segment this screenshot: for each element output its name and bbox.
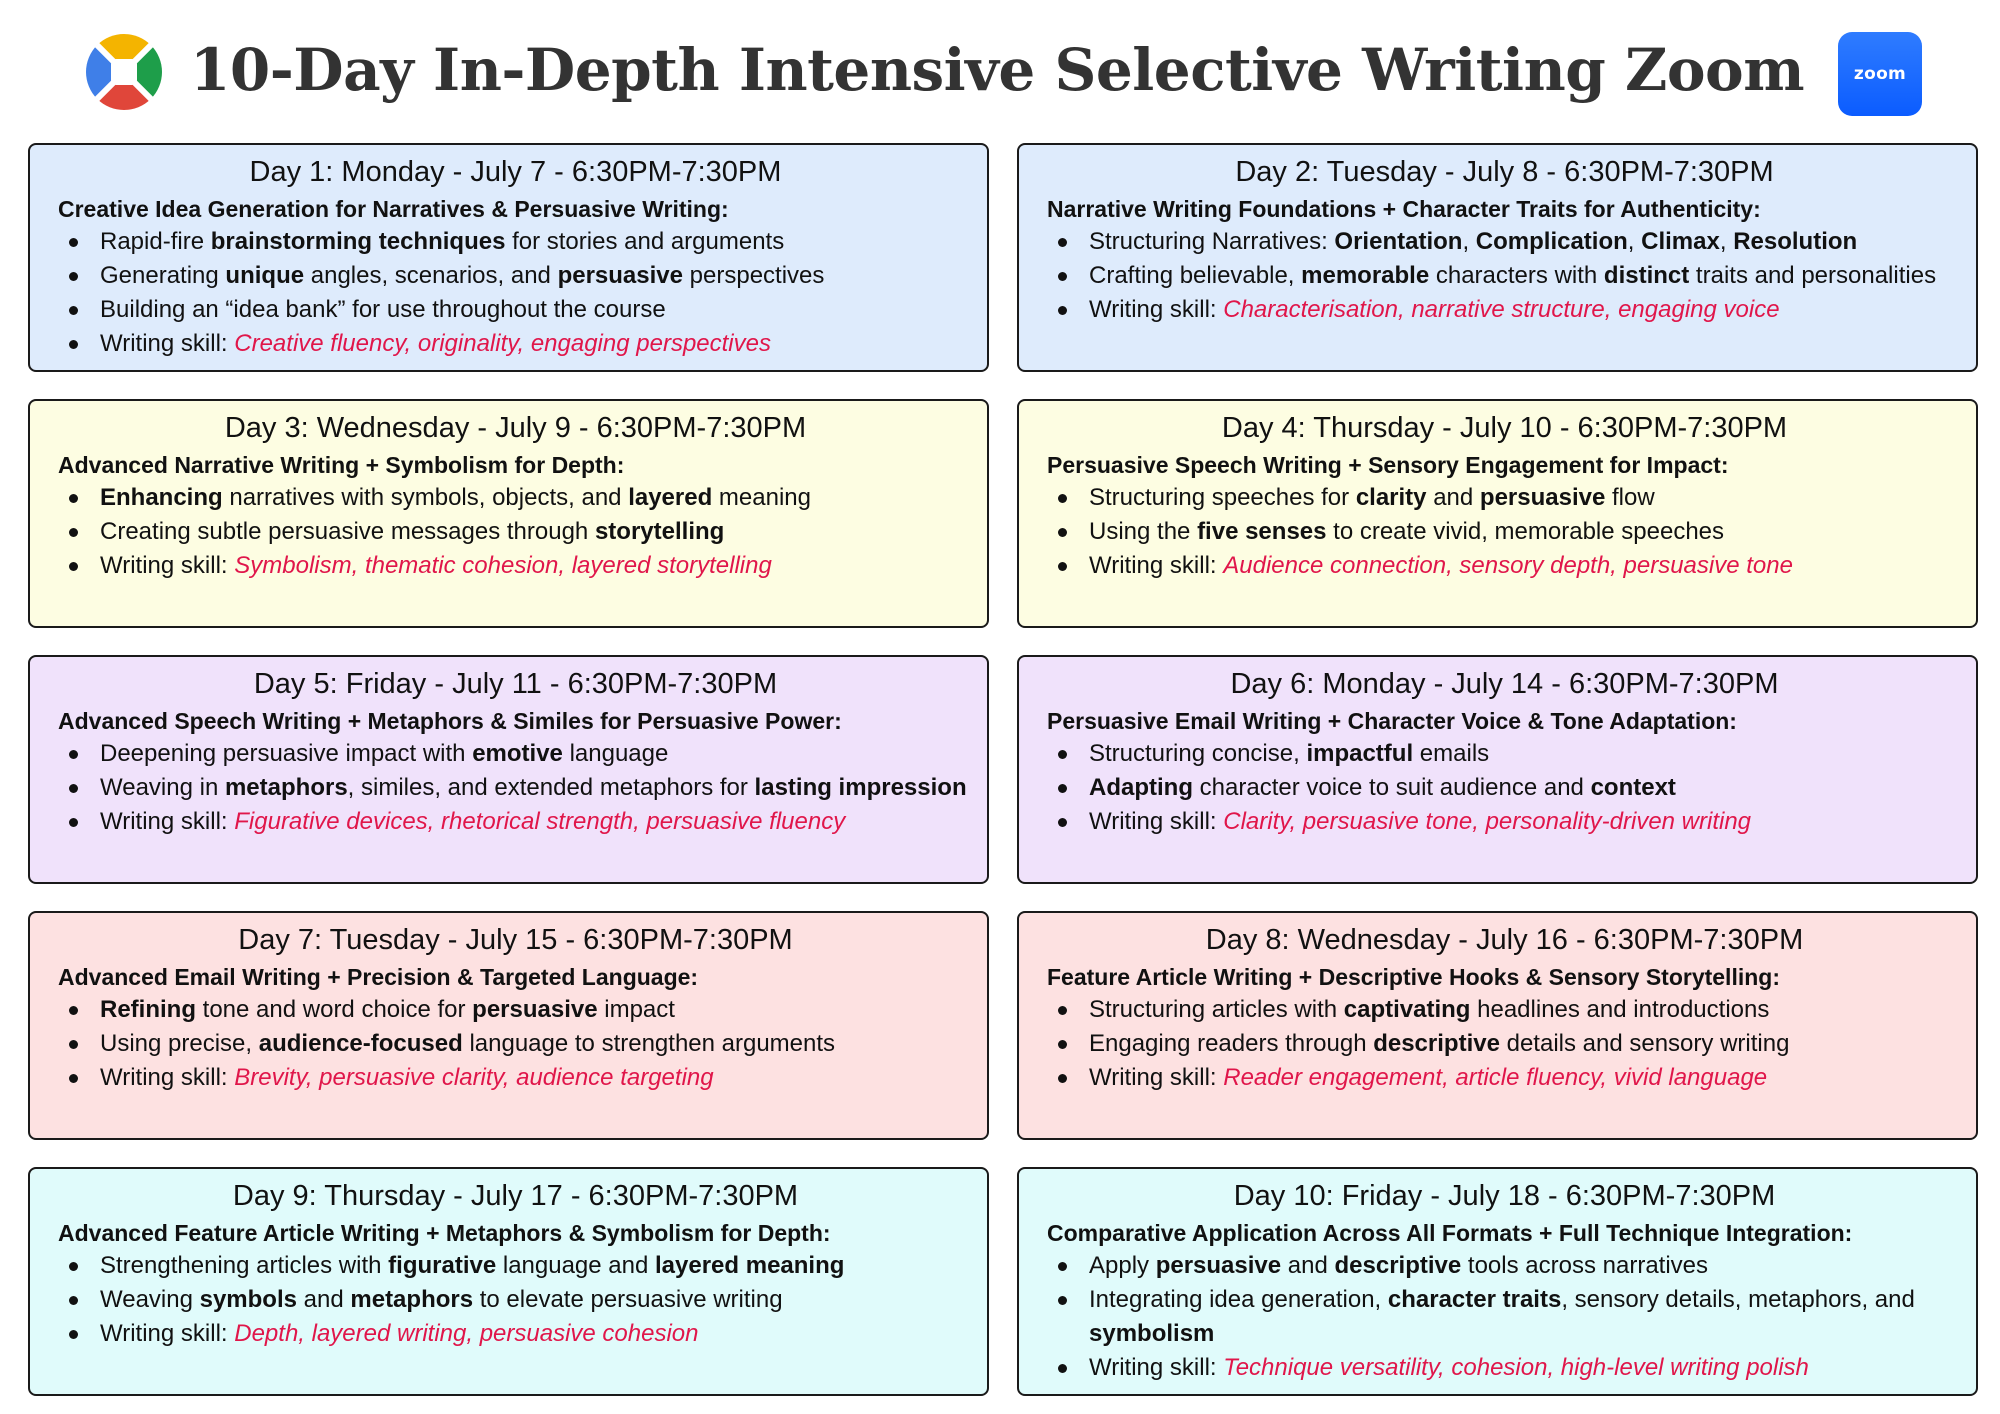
bullet-item	[1089, 259, 1962, 293]
bullet-text: Rapid-fire	[100, 228, 211, 255]
bullet-text: Deepening persuasive impact with	[100, 740, 473, 767]
bullet-dot-icon	[69, 1330, 78, 1339]
bullet-item	[100, 771, 973, 805]
bullet-dot-icon	[69, 528, 78, 537]
writing-skill-item	[100, 1317, 973, 1351]
writing-skill-label: Writing skill:	[1089, 1064, 1224, 1091]
bullet-text: Weaving	[100, 1286, 200, 1313]
bullet-text: language	[562, 740, 669, 767]
day-topic: Comparative Application Across All Formats + Full Technique Integration:	[1047, 1220, 1853, 1246]
bullet-text: ,	[1627, 228, 1642, 255]
bullet-item	[1089, 737, 1962, 771]
bullet-item	[1089, 1249, 1962, 1283]
bullet-text: to elevate persuasive writing	[473, 1286, 783, 1313]
bullet-emphasis: audience-focused	[258, 1030, 463, 1057]
day-card-6	[1017, 655, 1978, 884]
writing-skill-value: Technique versatility, cohesion, high-level writing polish	[1223, 1354, 1809, 1381]
writing-skill-value: Characterisation, narrative structure, engaging voice	[1223, 296, 1780, 323]
day-topic: Persuasive Speech Writing + Sensory Engagement for Impact:	[1047, 452, 1729, 478]
bullet-emphasis: memorable	[1301, 262, 1430, 289]
bullet-item	[100, 481, 973, 515]
bullet-dot-icon	[69, 1262, 78, 1271]
bullet-dot-icon	[69, 1074, 78, 1083]
writing-skill-label: Writing skill:	[100, 1320, 235, 1347]
writing-skill-value: Creative fluency, originality, engaging perspectives	[234, 330, 771, 357]
bullet-emphasis: symbolism	[1089, 1320, 1215, 1347]
bullet-emphasis: persuasive	[472, 996, 598, 1023]
writing-skill-item	[1089, 1351, 1962, 1385]
bullet-emphasis: persuasive	[1155, 1252, 1282, 1279]
bullet-text: Creating subtle persuasive messages through	[100, 518, 595, 545]
bullet-text: details and sensory writing	[1499, 1030, 1790, 1057]
bullet-text: Strengthening articles with	[100, 1252, 389, 1279]
day-card-1	[28, 143, 989, 372]
bullet-text: ,	[1462, 228, 1476, 255]
day-heading: Day 9: Thursday - July 17 - 6:30PM-7:30PM	[232, 1180, 799, 1212]
day-bullet-list	[58, 993, 973, 1095]
writing-skill-label: Writing skill:	[100, 552, 235, 579]
writing-skill-item	[1089, 549, 1962, 583]
bullet-item	[1089, 993, 1962, 1027]
bullet-text: Integrating idea generation,	[1089, 1286, 1388, 1313]
bullet-text: , sensory details, metaphors, and	[1561, 1286, 1915, 1313]
bullet-dot-icon	[69, 750, 78, 759]
bullet-text: language and	[496, 1252, 655, 1279]
day-heading: Day 8: Wednesday - July 16 - 6:30PM-7:30PM	[1205, 924, 1804, 956]
writing-skill-item	[100, 327, 973, 361]
bullet-dot-icon	[69, 272, 78, 281]
bullet-dot-icon	[1058, 1040, 1067, 1049]
bullet-emphasis: Orientation	[1334, 228, 1463, 255]
bullet-item	[1089, 1283, 1962, 1351]
day-topic: Feature Article Writing + Descriptive Hooks & Sensory Storytelling:	[1047, 964, 1780, 990]
day-heading: Day 6: Monday - July 14 - 6:30PM-7:30PM	[1230, 668, 1779, 700]
bullet-text: Using the	[1089, 518, 1198, 545]
bullet-text: Structuring concise,	[1089, 740, 1307, 767]
day-topic: Advanced Speech Writing + Metaphors & Similes for Persuasive Power:	[58, 708, 842, 734]
bullet-dot-icon	[69, 238, 78, 247]
bullet-emphasis: metaphors	[350, 1286, 474, 1313]
writing-skill-label: Writing skill:	[1089, 808, 1224, 835]
bullet-emphasis: descriptive	[1334, 1252, 1462, 1279]
bullet-emphasis: distinct	[1603, 262, 1690, 289]
bullet-dot-icon	[1058, 1262, 1067, 1271]
bullet-dot-icon	[69, 784, 78, 793]
day-topic: Creative Idea Generation for Narratives & Persuasive Writing:	[58, 196, 729, 222]
bullet-text: perspectives	[683, 262, 825, 289]
bullet-emphasis: five senses	[1197, 518, 1327, 545]
bullet-dot-icon	[1058, 1296, 1067, 1305]
bullet-item	[100, 993, 973, 1027]
bullet-item	[100, 259, 973, 293]
bullet-dot-icon	[69, 306, 78, 315]
bullet-emphasis: brainstorming techniques	[210, 228, 506, 255]
writing-skill-label: Writing skill:	[100, 808, 235, 835]
day-card-5	[28, 655, 989, 884]
writing-skill-value: Depth, layered writing, persuasive cohesion	[234, 1320, 699, 1347]
writing-skill-item	[100, 1061, 973, 1095]
bullet-item	[100, 1283, 973, 1317]
day-heading: Day 5: Friday - July 11 - 6:30PM-7:30PM	[253, 668, 778, 700]
writing-skill-item	[100, 805, 973, 839]
bullet-emphasis: figurative	[388, 1252, 497, 1279]
bullet-text: tone and word choice for	[196, 996, 473, 1023]
bullet-text: Building an “idea bank” for use throughout the course	[100, 296, 666, 323]
day-topic: Advanced Narrative Writing + Symbolism for Depth:	[58, 452, 625, 478]
bullet-text: character voice to suit audience and	[1192, 774, 1591, 801]
bullet-dot-icon	[1058, 818, 1067, 827]
bullet-text: Structuring articles with	[1089, 996, 1344, 1023]
writing-skill-item	[1089, 805, 1962, 839]
day-card-9	[28, 1167, 989, 1396]
bullet-emphasis: persuasive	[1479, 484, 1606, 511]
day-card-3	[28, 399, 989, 628]
bullet-emphasis: captivating	[1343, 996, 1471, 1023]
bullet-text: characters with	[1429, 262, 1604, 289]
bullet-text: flow	[1605, 484, 1655, 511]
day-card-8	[1017, 911, 1978, 1140]
bullet-text: meaning	[712, 484, 811, 511]
bullet-text: Generating	[100, 262, 226, 289]
page-header	[0, 0, 2000, 140]
bullet-dot-icon	[1058, 562, 1067, 571]
day-bullet-list	[1047, 737, 1962, 839]
writing-skill-label: Writing skill:	[100, 1064, 235, 1091]
day-heading: Day 3: Wednesday - July 9 - 6:30PM-7:30PM	[224, 412, 807, 444]
day-heading: Day 7: Tuesday - July 15 - 6:30PM-7:30PM	[238, 924, 793, 956]
bullet-text: tools across narratives	[1461, 1252, 1709, 1279]
bullet-emphasis: lasting impression	[754, 774, 967, 801]
bullet-text: headlines and introductions	[1470, 996, 1770, 1023]
writing-skill-label: Writing skill:	[1089, 296, 1224, 323]
bullet-dot-icon	[1058, 1006, 1067, 1015]
bullet-dot-icon	[1058, 238, 1067, 247]
bullet-dot-icon	[1058, 784, 1067, 793]
writing-skill-value: Brevity, persuasive clarity, audience targeting	[234, 1064, 714, 1091]
writing-skill-label: Writing skill:	[1089, 552, 1224, 579]
bullet-dot-icon	[69, 1296, 78, 1305]
bullet-emphasis: character traits	[1387, 1286, 1562, 1313]
bullet-dot-icon	[1058, 750, 1067, 759]
bullet-text: ,	[1719, 228, 1734, 255]
day-bullet-list	[1047, 225, 1962, 327]
bullet-emphasis: context	[1590, 774, 1676, 801]
bullet-emphasis: impactful	[1306, 740, 1414, 767]
bullet-text: Apply	[1089, 1252, 1156, 1279]
day-card-4	[1017, 399, 1978, 628]
bullet-dot-icon	[69, 1006, 78, 1015]
bullet-text: Weaving in	[100, 774, 225, 801]
bullet-emphasis: Climax	[1641, 228, 1720, 255]
bullet-text: Using precise,	[100, 1030, 259, 1057]
bullet-text: emails	[1413, 740, 1490, 767]
bullet-text: Structuring speeches for	[1089, 484, 1356, 511]
bullet-emphasis: Resolution	[1733, 228, 1858, 255]
bullet-text: and	[1281, 1252, 1335, 1279]
bullet-dot-icon	[1058, 528, 1067, 537]
bullet-emphasis: Complication	[1475, 228, 1628, 255]
bullet-item	[100, 225, 973, 259]
bullet-text: Crafting believable,	[1089, 262, 1302, 289]
day-heading: Day 1: Monday - July 7 - 6:30PM-7:30PM	[249, 156, 782, 188]
bullet-dot-icon	[69, 562, 78, 571]
bullet-dot-icon	[1058, 1074, 1067, 1083]
bullet-item	[1089, 515, 1962, 549]
bullet-dot-icon	[69, 494, 78, 503]
writing-skill-value: Audience connection, sensory depth, persuasive tone	[1223, 552, 1793, 579]
bullet-dot-icon	[1058, 306, 1067, 315]
bullet-item	[1089, 481, 1962, 515]
day-topic: Narrative Writing Foundations + Character Traits for Authenticity:	[1047, 196, 1761, 222]
bullet-text: traits and personalities	[1689, 262, 1937, 289]
bullet-emphasis: Refining	[100, 996, 196, 1023]
bullet-emphasis: layered	[628, 484, 713, 511]
bullet-emphasis: storytelling	[594, 518, 725, 545]
bullet-text: to create vivid, memorable speeches	[1326, 518, 1725, 545]
bullet-emphasis: layered meaning	[655, 1252, 845, 1279]
day-bullet-list	[58, 225, 973, 361]
bullet-text: , similes, and extended metaphors for	[347, 774, 755, 801]
bullet-emphasis: unique	[225, 262, 305, 289]
writing-skill-value: Symbolism, thematic cohesion, layered storytelling	[234, 552, 772, 579]
bullet-emphasis: Adapting	[1089, 774, 1193, 801]
writing-skill-value: Clarity, persuasive tone, personality-driven writing	[1223, 808, 1752, 835]
bullet-emphasis: emotive	[472, 740, 563, 767]
bullet-text: Engaging readers through	[1089, 1030, 1374, 1057]
bullet-emphasis: Enhancing	[100, 484, 223, 511]
day-heading: Day 4: Thursday - July 10 - 6:30PM-7:30PM	[1221, 412, 1788, 444]
bullet-item	[1089, 771, 1962, 805]
day-heading: Day 2: Tuesday - July 8 - 6:30PM-7:30PM	[1235, 156, 1774, 188]
bullet-text: angles, scenarios, and	[304, 262, 558, 289]
bullet-emphasis: persuasive	[557, 262, 683, 289]
day-bullet-list	[1047, 1249, 1962, 1385]
bullet-emphasis: clarity	[1355, 484, 1427, 511]
bullet-emphasis: metaphors	[224, 774, 348, 801]
day-bullet-list	[1047, 993, 1962, 1095]
day-heading: Day 10: Friday - July 18 - 6:30PM-7:30PM	[1233, 1180, 1776, 1212]
bullet-dot-icon	[69, 818, 78, 827]
writing-skill-value: Figurative devices, rhetorical strength, persuasive fluency	[234, 808, 846, 835]
day-bullet-list	[1047, 481, 1962, 583]
bullet-emphasis: descriptive	[1373, 1030, 1500, 1057]
bullet-dot-icon	[69, 1040, 78, 1049]
bullet-item	[100, 293, 973, 327]
page-title: 10-Day In-Depth Intensive Selective Writing Zoom	[190, 36, 1805, 104]
bullet-item	[100, 1027, 973, 1061]
bullet-text: for stories and arguments	[505, 228, 785, 255]
bullet-item	[100, 515, 973, 549]
day-topic: Advanced Feature Article Writing + Metaphors & Symbolism for Depth:	[58, 1220, 831, 1246]
bullet-text: and	[296, 1286, 351, 1313]
bullet-text: narratives with symbols, objects, and	[222, 484, 629, 511]
day-bullet-list	[58, 1249, 973, 1351]
writing-skill-item	[1089, 1061, 1962, 1095]
day-card-10	[1017, 1167, 1978, 1396]
bullet-item	[1089, 1027, 1962, 1061]
day-card-7	[28, 911, 989, 1140]
bullet-item	[1089, 225, 1962, 259]
schedule-grid	[28, 143, 1982, 1397]
writing-skill-item	[1089, 293, 1962, 327]
bullet-text: language to strengthen arguments	[462, 1030, 836, 1057]
zoom-logo-icon: zoom	[1838, 32, 1922, 116]
day-topic: Persuasive Email Writing + Character Voice & Tone Adaptation:	[1047, 708, 1737, 734]
bullet-text: impact	[597, 996, 675, 1023]
writing-skill-label: Writing skill:	[100, 330, 235, 357]
day-bullet-list	[58, 481, 973, 583]
bullet-emphasis: symbols	[199, 1286, 297, 1313]
bullet-item	[100, 1249, 973, 1283]
day-topic: Advanced Email Writing + Precision & Targeted Language:	[58, 964, 699, 990]
bullet-text: and	[1426, 484, 1480, 511]
writing-skill-value: Reader engagement, article fluency, vivid language	[1223, 1064, 1768, 1091]
bullet-item	[100, 737, 973, 771]
bullet-dot-icon	[1058, 1364, 1067, 1373]
bullet-text: Structuring Narratives:	[1089, 228, 1335, 255]
bullet-dot-icon	[1058, 494, 1067, 503]
writing-skill-item	[100, 549, 973, 583]
day-bullet-list	[58, 737, 973, 839]
bullet-dot-icon	[1058, 272, 1067, 281]
bullet-dot-icon	[69, 340, 78, 349]
four-quadrant-circle-logo-icon	[86, 34, 162, 110]
day-card-2	[1017, 143, 1978, 372]
writing-skill-label: Writing skill:	[1089, 1354, 1224, 1381]
